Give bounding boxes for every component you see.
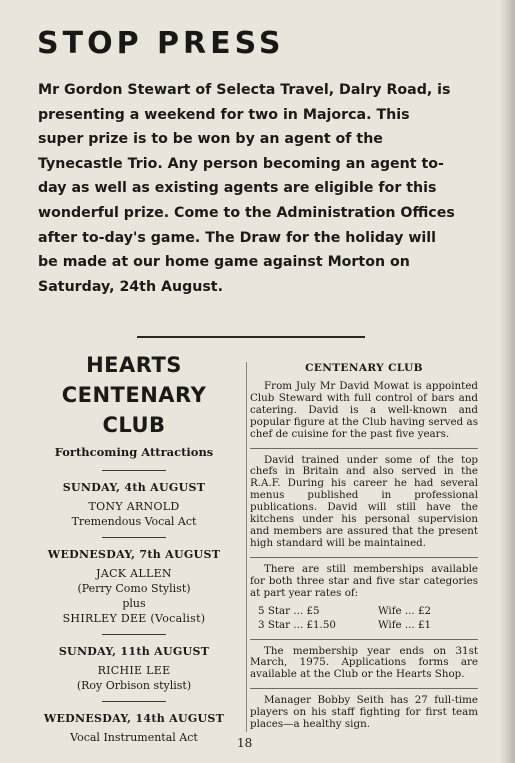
event-connector: plus xyxy=(122,597,146,610)
page-spine-shadow xyxy=(501,0,515,763)
short-divider xyxy=(102,470,166,471)
short-divider xyxy=(102,537,166,538)
stop-press-body: Mr Gordon Stewart of Selecta Travel, Dalry Road, is presenting a weekend for two in Majorca. This super prize is to be won by an agent of the Tynecastle Trio. Any person becoming an agent to-day as well as existing agents are eligible for this wonderful prize. Come to the Administration Offices after to-day's game. The Draw for the holiday will be made at our home game against Morton on Saturday, 24th August. xyxy=(38,82,455,295)
event-item xyxy=(30,548,238,626)
event-date: WEDNESDAY, 7th AUGUST xyxy=(47,548,221,561)
rate-star: 3 Star ... £1.50 xyxy=(258,618,336,631)
event-description: Tremendous Vocal Act xyxy=(71,515,197,528)
event-performer: SHIRLEY DEE (Vocalist) xyxy=(62,612,206,625)
paragraph-divider xyxy=(250,557,478,558)
hearts-title-line2: CLUB xyxy=(102,413,166,437)
column-divider xyxy=(246,362,247,732)
event-performer: RICHIE LEE xyxy=(97,664,171,677)
event-description: Vocal Instrumental Act xyxy=(70,731,198,744)
rate-row xyxy=(250,604,478,618)
rate-wife: Wife ... £2 xyxy=(378,604,432,617)
paragraph-manager: Manager Bobby Seith has 27 full-time players on his staff fighting for first team places—a healthy sign. xyxy=(250,694,478,731)
short-divider xyxy=(102,701,166,702)
event-date: WEDNESDAY, 14th AUGUST xyxy=(43,712,225,725)
paragraph-divider xyxy=(250,448,478,449)
rate-star: 5 Star ... £5 xyxy=(258,604,320,617)
rate-row xyxy=(250,618,478,632)
event-description: (Perry Como Stylist) xyxy=(77,582,191,595)
paragraph-divider xyxy=(250,639,478,640)
stop-press-title: STOP PRESS xyxy=(37,26,285,61)
membership-rates xyxy=(250,604,478,632)
event-item xyxy=(30,712,238,745)
event-date: SUNDAY, 4th AUGUST xyxy=(62,481,206,494)
event-item xyxy=(30,481,238,529)
section-divider xyxy=(137,336,365,338)
hearts-centenary-column xyxy=(30,350,238,753)
event-performer: TONY ARNOLD xyxy=(88,500,180,513)
hearts-title-line1: HEARTS CENTENARY xyxy=(61,353,207,407)
centenary-club-column xyxy=(250,360,478,731)
event-description: (Roy Orbison stylist) xyxy=(76,679,192,692)
page-number: 18 xyxy=(237,736,253,750)
event-performer: JACK ALLEN xyxy=(96,567,172,580)
paragraph-steward: From July Mr David Mowat is appointed Club Steward with full control of bars and catering. David is a well-known and popular figure at the Club having served as chef de cuisine for the past five years. xyxy=(250,380,478,440)
forthcoming-attractions-heading: Forthcoming Attractions xyxy=(54,445,214,459)
rate-wife: Wife ... £1 xyxy=(378,618,432,631)
paragraph-divider xyxy=(250,688,478,689)
centenary-club-heading: CENTENARY CLUB xyxy=(305,362,423,374)
event-date: SUNDAY, 11th AUGUST xyxy=(58,645,210,658)
short-divider xyxy=(102,634,166,635)
event-item xyxy=(30,645,238,693)
paragraph-training: David trained under some of the top chefs in Britain and also served in the R.A.F. During his career he had several menus published in professional publications. David will still have the kitchens under his personal supervision and members are assured that the present high standard will be maintained. xyxy=(250,453,478,549)
paragraph-memberships: There are still memberships available for both three star and five star categories at part year rates of: xyxy=(250,562,478,599)
paragraph-membership-year: The membership year ends on 31st March, 1975. Applications forms are available at the Club or the Hearts Shop. xyxy=(250,644,478,681)
